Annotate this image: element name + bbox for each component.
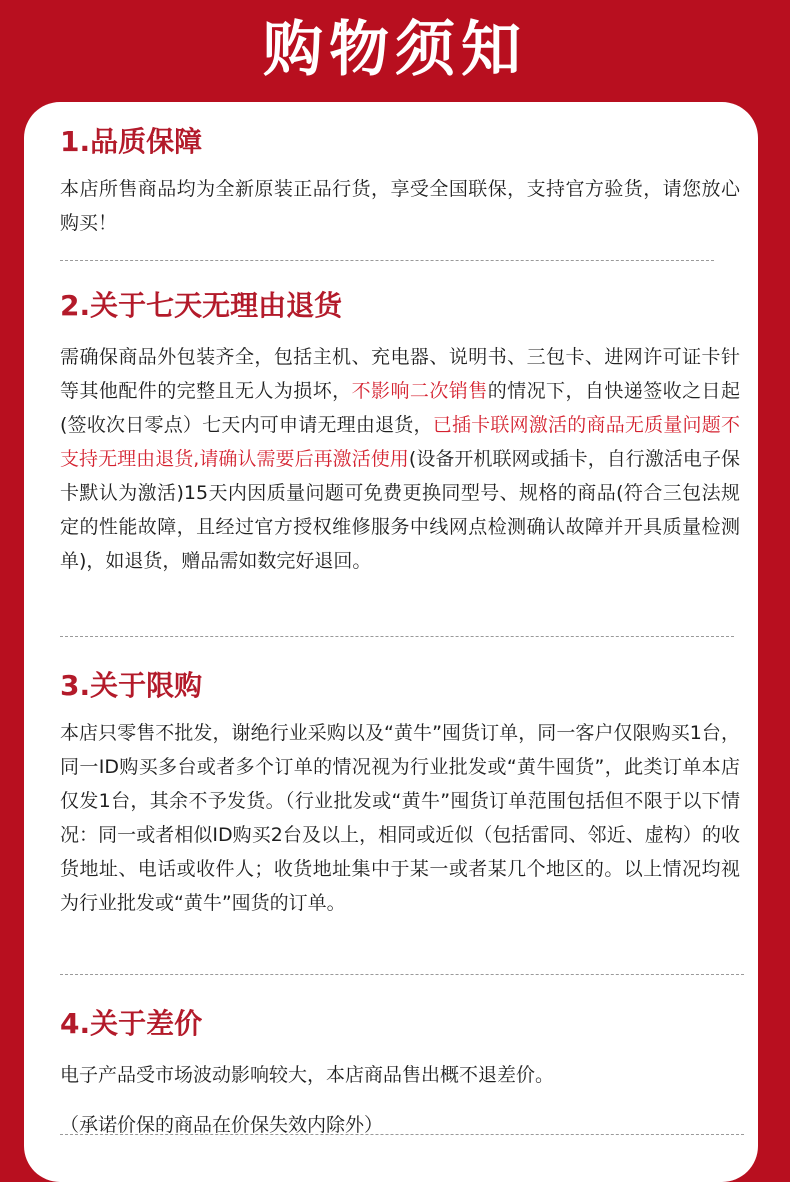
section-paragraph xyxy=(60,340,740,578)
page-title: 购物须知 xyxy=(263,15,527,85)
section-seven-day-return xyxy=(60,288,740,578)
section-paragraph-note xyxy=(60,1108,740,1142)
dashed-divider xyxy=(60,974,744,975)
text-segment: 的情况下，自快递签收之日起(签收次日零点）七天内可申请无理由退货， xyxy=(60,380,740,436)
dashed-divider xyxy=(60,636,734,637)
highlighted-text: 已插卡联网激活的商品无质量问题不支持无理由退货,请确认需要后再激活使用 xyxy=(60,414,740,470)
section-heading: 4.关于差价 xyxy=(60,1007,203,1040)
text-segment: （承诺价保的商品在价保失效内除外） xyxy=(60,1114,384,1136)
section-price-difference xyxy=(60,1006,740,1142)
text-segment: 本店所售商品均为全新原装正品行货，享受全国联保，支持官方验货，请您放心购买！ xyxy=(60,178,740,234)
section-heading: 1.品质保障 xyxy=(60,125,203,158)
section-paragraph xyxy=(60,716,740,920)
text-segment: (设备开机联网或插卡，自行激活电子保卡默认为激活)15天内因质量问题可免费更换同型号、规格的商品(符合三包法规定的性能故障，且经过官方授权维修服务中线网点检测确认故障并开具质量检测单)，如退货，赠品需如数完好退回。 xyxy=(60,448,740,572)
text-segment: 本店只零售不批发，谢绝行业采购以及“黄牛”囤货订单，同一客户仅限购买1台，同一ID购买多台或者多个订单的情况视为行业批发或“黄牛囤货”，此类订单本店仅发1台，其余不予发货。（行业批发或“黄牛”囤货订单范围包括但不限于以下情况：同一或者相似ID购买2台及以上，相同或近似（包括雷同、邻近、虚构）的收货地址、电话或收件人；收货地址集中于某一或者某几个地区的。以上情况均视为行业批发或“黄牛”囤货的订单。 xyxy=(60,722,740,914)
highlighted-text: 不影响二次销售 xyxy=(351,380,488,402)
dashed-divider xyxy=(60,1134,744,1135)
section-purchase-limit xyxy=(60,668,740,920)
text-segment: 需确保商品外包装齐全，包括主机、充电器、说明书、三包卡、进网许可证卡针等其他配件的完整且无人为损坏， xyxy=(60,346,740,402)
section-paragraph xyxy=(60,1058,740,1092)
section-heading: 3.关于限购 xyxy=(60,669,203,702)
section-paragraph xyxy=(60,172,740,240)
notice-card xyxy=(24,102,758,1182)
section-quality xyxy=(60,124,740,240)
dashed-divider xyxy=(60,260,714,261)
section-heading: 2.关于七天无理由退货 xyxy=(60,289,343,322)
text-segment: 电子产品受市场波动影响较大，本店商品售出概不退差价。 xyxy=(60,1064,555,1086)
